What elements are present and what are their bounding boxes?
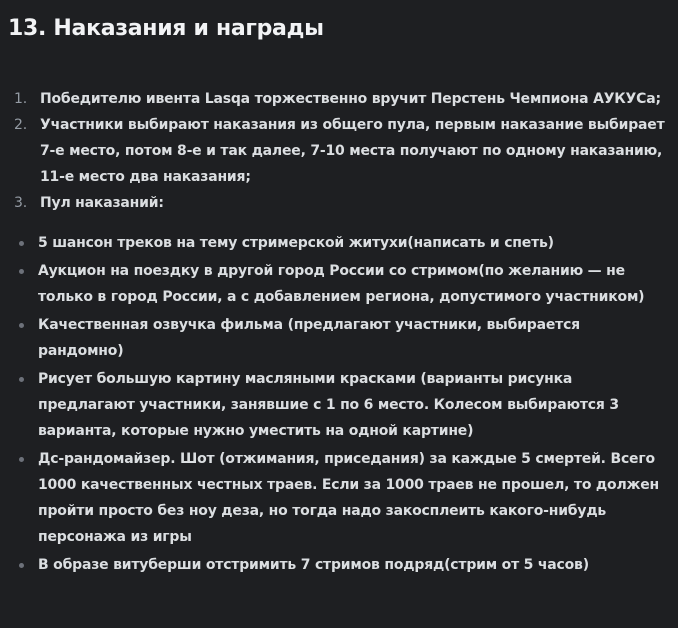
list-item	[8, 190, 670, 216]
section-heading: 13. Наказания и награды	[8, 16, 324, 41]
list-number: 1.	[14, 91, 27, 107]
punishment-item	[8, 312, 670, 364]
punishment-item	[8, 552, 670, 578]
bullet-icon	[19, 269, 24, 274]
punishment-text: Аукцион на поездку в другой город России со стримом(по желанию — не только в город России, а с добавлением региона, допустимого участником)	[38, 263, 645, 305]
list-item-text: Участники выбирают наказания из общего пула, первым наказание выбирает 7-е место, потом 8-е и так далее, 7-10 места получают по одному наказанию, 11-е место два наказания;	[40, 117, 665, 185]
punishment-text: 5 шансон треков на тему стримерской житухи(написать и спеть)	[38, 235, 554, 251]
bullet-icon	[19, 377, 24, 382]
punishment-text: В образе витуберши отстримить 7 стримов подряд(стрим от 5 часов)	[38, 557, 589, 573]
list-item	[8, 86, 670, 112]
bullet-icon	[19, 323, 24, 328]
bullet-icon	[19, 457, 24, 462]
list-number: 2.	[14, 117, 27, 133]
list-number: 3.	[14, 195, 27, 211]
punishment-text: Качественная озвучка фильма (предлагают участники, выбирается рандомно)	[38, 317, 580, 359]
punishment-item	[8, 366, 670, 444]
bullet-icon	[19, 563, 24, 568]
punishment-text: Дс-рандомайзер. Шот (отжимания, приседания) за каждые 5 смертей. Всего 1000 качественных честных траев. Если за 1000 траев не прошел, то должен пройти просто без ноу деза, но тогда надо закосплеить какого-нибудь персонажа из игры	[38, 451, 660, 545]
bullet-icon	[19, 241, 24, 246]
list-item-text: Пул наказаний:	[40, 195, 164, 211]
rules-list	[8, 86, 670, 216]
punishment-item	[8, 230, 670, 256]
punishment-item	[8, 446, 670, 550]
list-item	[8, 112, 670, 190]
punishment-text: Рисует большую картину масляными красками (варианты рисунка предлагают участники, занявшие с 1 по 6 место. Колесом выбираются 3 варианта, которые нужно уместить на одной картине)	[38, 371, 619, 439]
punishment-item	[8, 258, 670, 310]
punishment-pool-list	[8, 230, 670, 578]
list-item-text: Победителю ивента Lasqa торжественно вручит Перстень Чемпиона АУКУСа;	[40, 91, 661, 107]
